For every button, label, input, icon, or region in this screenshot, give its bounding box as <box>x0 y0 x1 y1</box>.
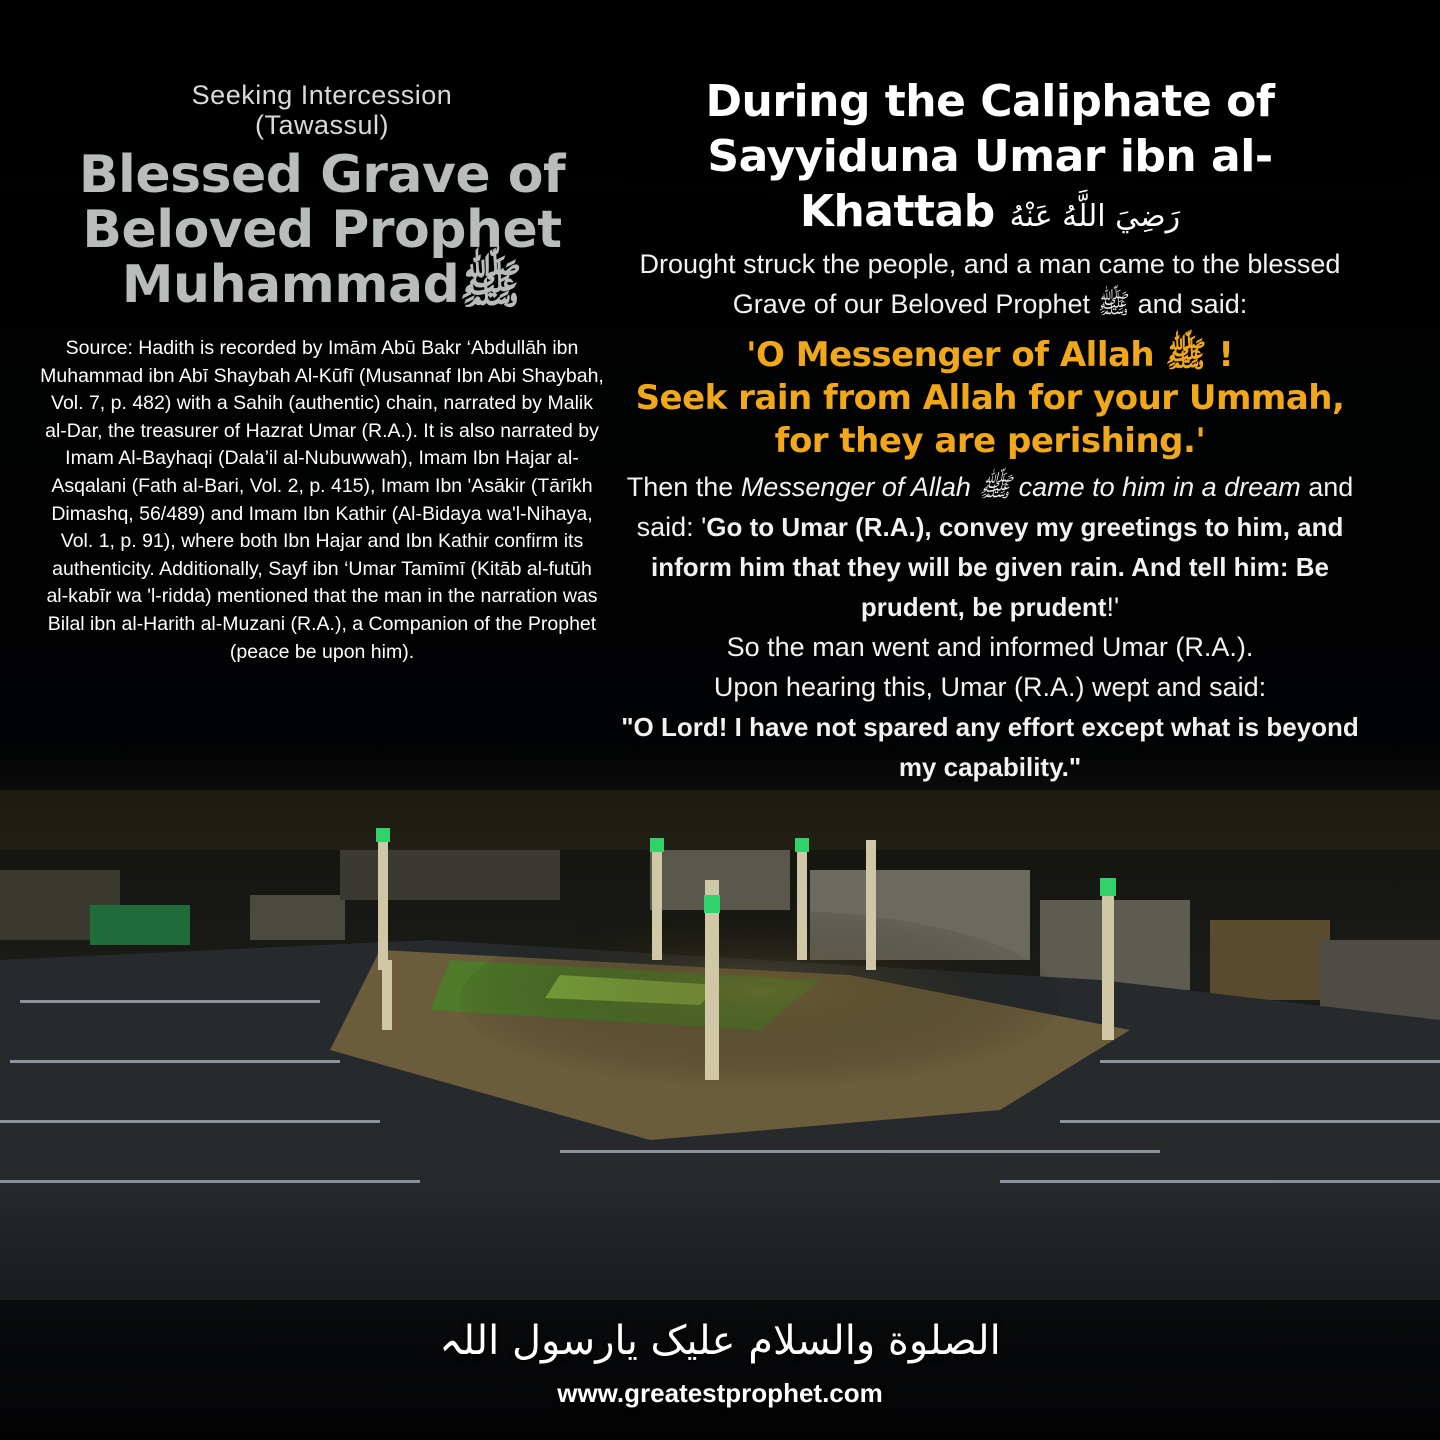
dream-message: Go to Umar (R.A.), convey my greetings to him, and inform him that they will be given rain. And tell him: Be prudent, be prudent <box>651 512 1344 622</box>
source-citation: Source: Hadith is recorded by Imām Abū Bakr ‘Abdullāh ibn Muhammad ibn Abī Shaybah Al-Kūfī (Musannaf Ibn Abi Shaybah, Vol. 7, p. 482) with a Sahih (authentic) chain, narrated by Malik al-Dar, the treasurer of Hazrat Umar (R.A.). It is also narrated by Imam Al-Bayhaqi (Dala’il al-Nubuwwah), Imam Ibn Hajar al-Asqalani (Fath al-Bari, Vol. 2, p. 415), Imam Ibn 'Asākir (Tārīkh Dimashq, 56/489) and Imam Ibn Kathir (Al-Bidaya wa'l-Nihaya, Vol. 1, p. 91), where both Ibn Hajar and Ibn Kathir confirm its authenticity. Additionally, Sayf ibn ‘Umar Tamīmī (Kitāb al-futūh al-kabīr wa 'l-ridda) mentioned that the man in the narration was Bilal ibn al-Harith al-Muzani (R.A.), a Companion of the Prophet (peace be upon him). <box>40 337 604 663</box>
dream-italic: Messenger of Allah ﷺ came to him in a dream <box>740 472 1301 502</box>
dream-suffix: and said: ' <box>636 472 1354 542</box>
caliphate-title-text: During the Caliphate of Sayyiduna Umar ibn al-Khattab <box>705 76 1275 237</box>
dream-prefix: Then the <box>626 472 741 502</box>
kicker-heading: Seeking Intercession (Tawassul) <box>191 80 453 140</box>
main-title: Blessed Grave of Beloved Prophet Muhammadﷺ <box>78 145 566 315</box>
dream-narration <box>612 467 1368 627</box>
right-column <box>612 74 1368 787</box>
footer-website: www.greatestprophet.com <box>557 1378 883 1408</box>
man-went: So the man went and informed Umar (R.A.). <box>726 632 1254 662</box>
dream-end: !' <box>1106 592 1120 622</box>
rain-request-quote: 'O Messenger of Allah ﷺ ! Seek rain from Allah for your Ummah, for they are perishing.' <box>635 335 1345 461</box>
umar-quote: "O Lord! I have not spared any effort except what is beyond my capability." <box>621 712 1359 782</box>
caliphate-title <box>612 74 1368 244</box>
honorific-arabic: رَضِيَ اللَّهُ عَنْهُ <box>1009 199 1181 234</box>
upon-hearing: Upon hearing this, Umar (R.A.) wept and said: <box>713 672 1267 702</box>
left-column <box>40 80 604 666</box>
footer-salutation-arabic: الصلوة والسلام علیک یارسول اللہ <box>439 1318 1001 1364</box>
narration-intro: Drought struck the people, and a man came to the blessed Grave of our Beloved Prophet ﷺ and said: <box>639 249 1341 319</box>
